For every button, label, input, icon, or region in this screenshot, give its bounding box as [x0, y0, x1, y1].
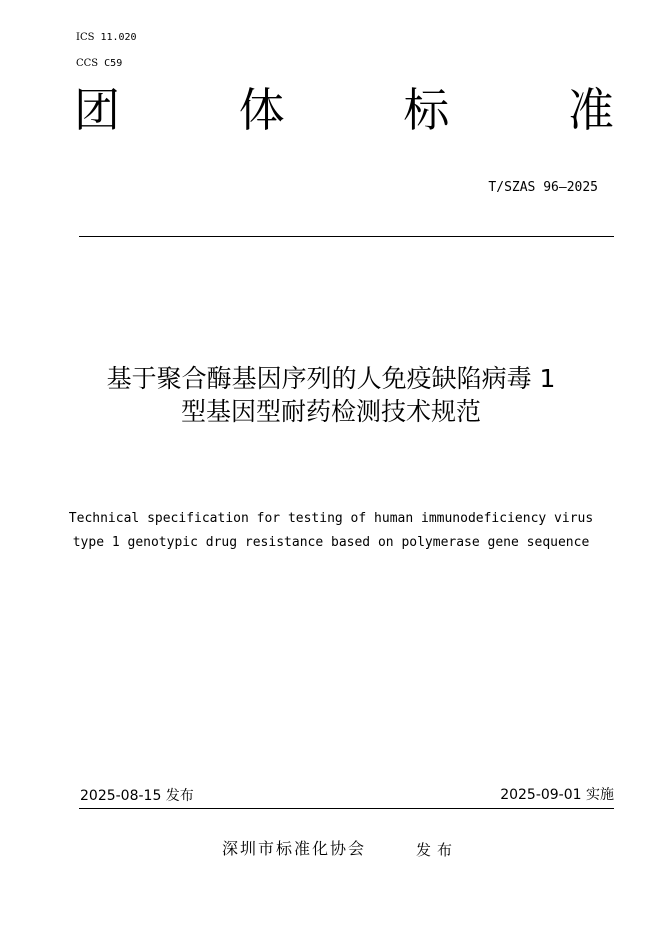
standard-type-heading — [74, 84, 614, 136]
standard-type-char-3: 标 — [403, 83, 450, 137]
issuer-name: 深圳市标准化协会 — [222, 839, 367, 858]
ics-code: 11.020 — [100, 32, 137, 43]
ccs-label: CCS — [76, 58, 99, 69]
english-title-line-2: type 1 genotypic drug resistance based on polymerase gene sequence — [72, 535, 590, 550]
english-title — [40, 507, 622, 555]
issue-word: 发布 — [416, 841, 459, 859]
chinese-title-line-2: 型基因型耐药检测技术规范 — [180, 397, 481, 426]
standard-number: T/SZAS 96—2025 — [488, 180, 598, 195]
standard-type-char-2: 体 — [238, 83, 285, 137]
bottom-divider — [79, 808, 614, 809]
publish-date: 2025-08-15 发布 — [80, 788, 194, 804]
ccs-code: C59 — [104, 58, 123, 69]
chinese-title — [60, 362, 602, 428]
chinese-title-line-1: 基于聚合酶基因序列的人免疫缺陷病毒 1 — [106, 364, 556, 393]
ccs-classification — [76, 58, 122, 69]
implement-date: 2025-09-01 实施 — [500, 787, 614, 803]
english-title-line-1: Technical specification for testing of human immunodeficiency virus — [68, 511, 594, 526]
standard-type-char-1: 团 — [74, 83, 120, 137]
ics-label: ICS — [76, 32, 95, 43]
ics-classification — [76, 32, 137, 43]
top-divider — [79, 236, 614, 237]
standard-type-char-4: 准 — [567, 83, 614, 137]
